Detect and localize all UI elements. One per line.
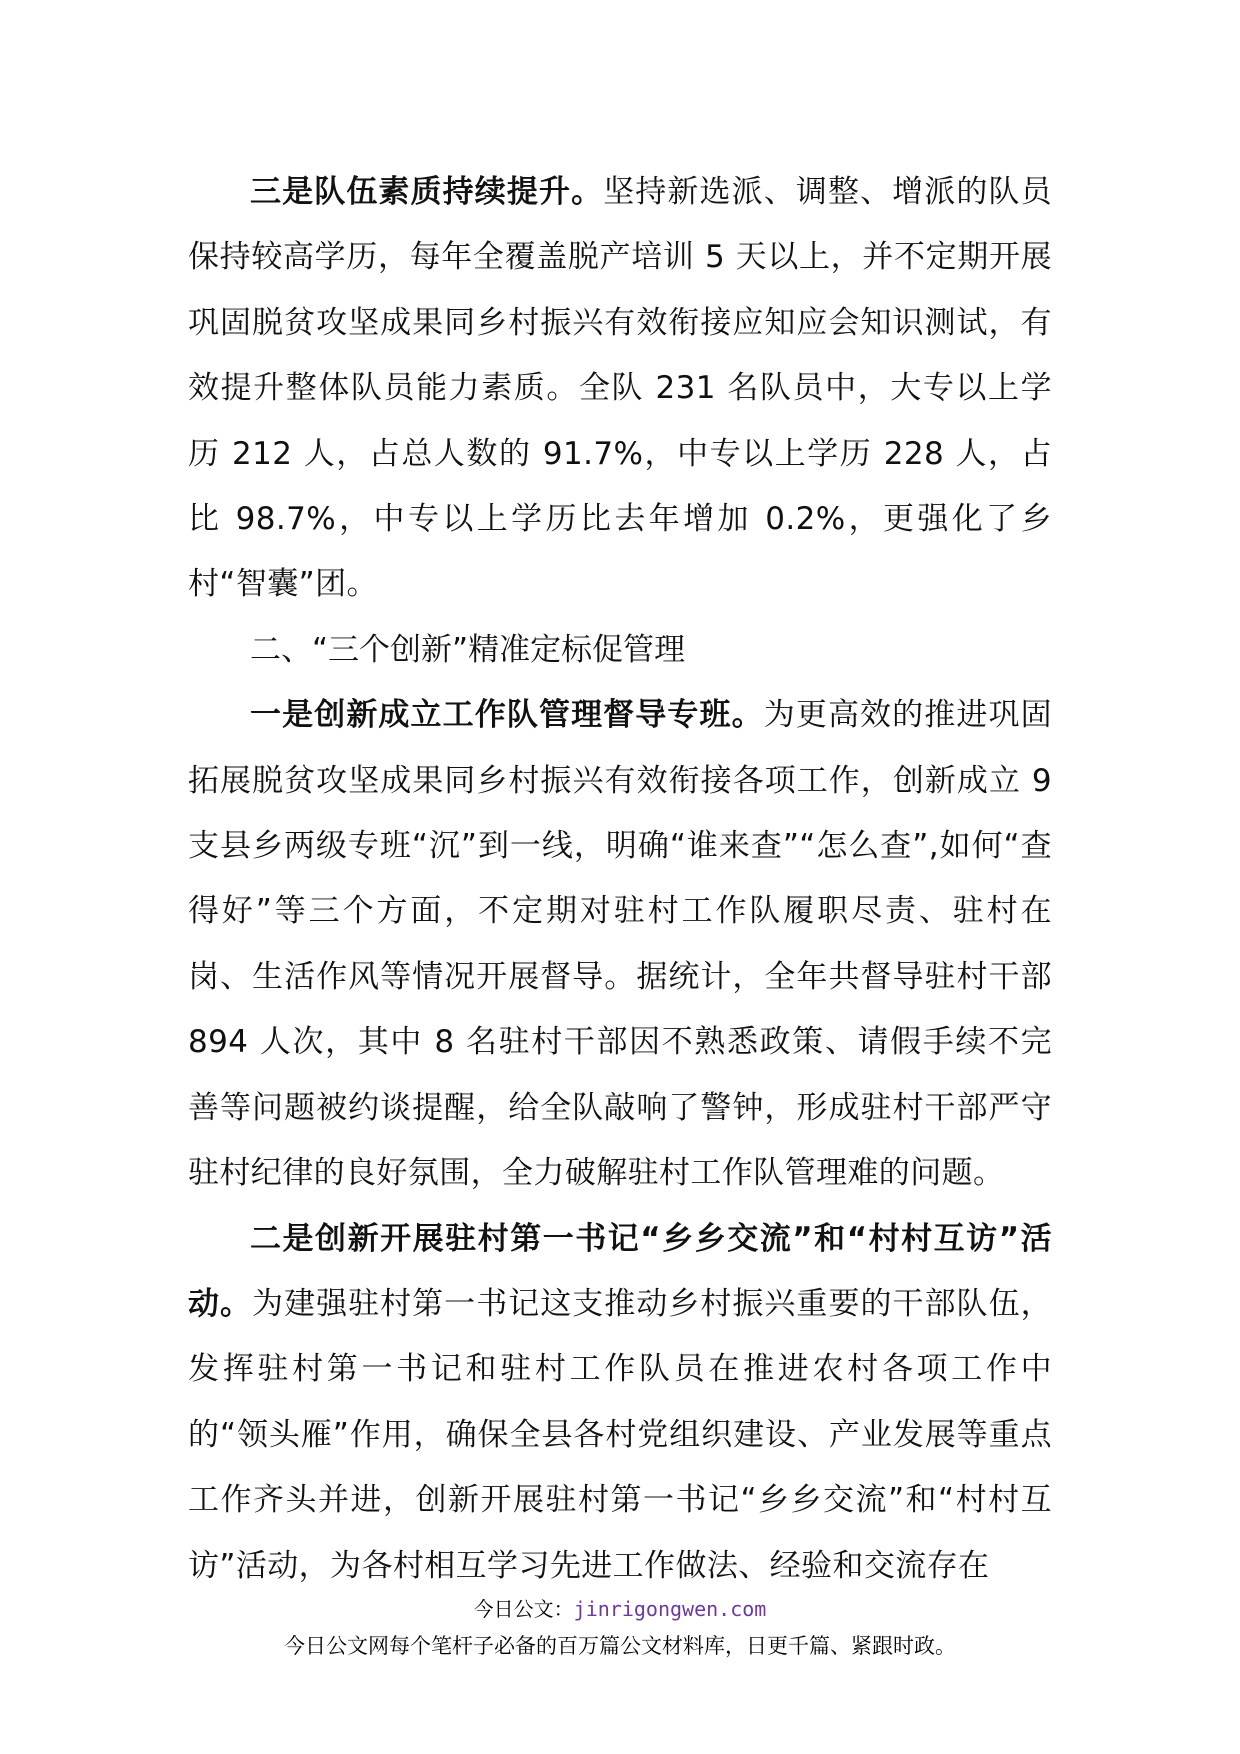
section-heading: 二、“三个创新”精准定标促管理 [250,631,686,668]
document-body [188,160,1052,1599]
footer-site-line [0,1596,1240,1622]
paragraph-text: 为建强驻村第一书记这支推动乡村振兴重要的干部队伍，发挥驻村第一书记和驻村工作队员在推进农村各项工作中的“领头雁”作用，确保全县各村党组织建设、产业发展等重点工作齐头并进，创新开展驻村第一书记“乡乡交流”和“村村互访”活动，为各村相互学习先进工作做法、经验和交流存在 [188,1285,1052,1584]
paragraph-text: 坚持新选派、调整、增派的队员保持较高学历，每年全覆盖脱产培训 5 天以上，并不定期开展巩固脱贫攻坚成果同乡村振兴有效衔接应知应会知识测试，有效提升整体队员能力素质。全队 231 名队员中，大专以上学历 212 人，占总人数的 91.7%，中专以上学历 228 人，占比 98.7%，中专以上学历比去年增加 0.2%，更强化了乡村“智囊”团。 [188,174,1052,603]
paragraph-lead: 三是队伍素质持续提升。 [250,174,604,210]
footer-site-url[interactable]: jinrigongwen.com [573,1597,767,1621]
paragraph-team-quality [188,160,1052,618]
paragraph-lead: 二是创新开展驻村第一书记“乡乡交流”和“村村互访”活动。 [188,1220,1052,1322]
paragraph-supervision-team [188,683,1052,1206]
footer-site-label: 今日公文： [473,1597,574,1621]
paragraph-text: 为更高效的推进巩固拓展脱贫攻坚成果同乡村振兴有效衔接各项工作，创新成立 9 支县乡两级专班“沉”到一线，明确“谁来查”“怎么查”,如何“查得好”等三个方面，不定期对驻村工作队履职尽责、驻村在岗、生活作风等情况开展督导。据统计，全年共督导驻村干部 894 人次，其中 8 名驻村干部因不熟悉政策、请假手续不完善等问题被约谈提醒，给全队敲响了警钟，形成驻村干部严守驻村纪律的良好氛围，全力破解驻村工作队管理难的问题。 [188,697,1052,1192]
paragraph-exchange-activity [188,1207,1052,1599]
paragraph-lead: 一是创新成立工作队管理督导专班。 [250,697,764,734]
footer-slogan: 今日公文网每个笔杆子必备的百万篇公文材料库，日更千篇、紧跟时政。 [284,1634,956,1658]
